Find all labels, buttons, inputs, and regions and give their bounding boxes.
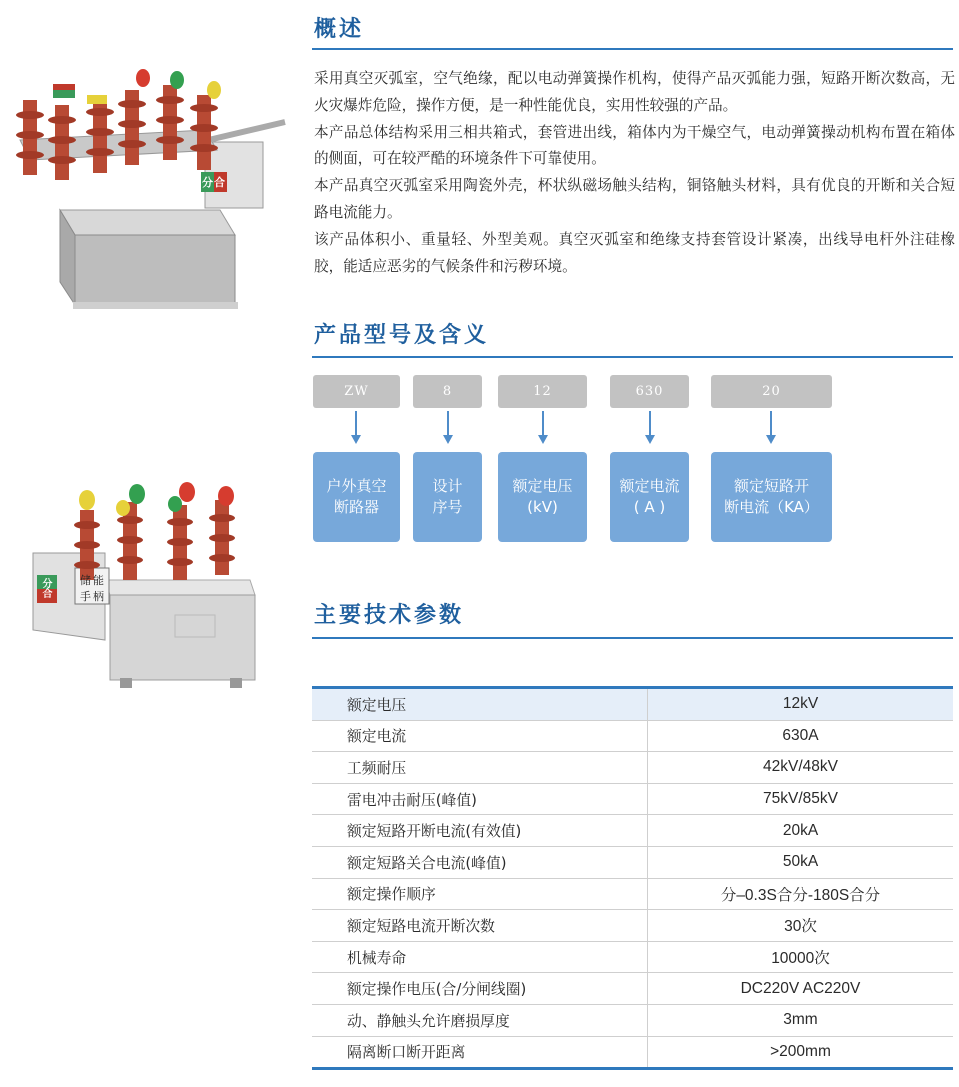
spec-value: 10000次 — [648, 941, 954, 973]
handle-label-1: 储能 — [80, 574, 106, 587]
table-row — [312, 878, 953, 910]
spec-value: 12kV — [648, 688, 954, 721]
table-row — [312, 783, 953, 815]
model-code-box: ZW — [313, 375, 400, 408]
overview-title: 概述 — [314, 17, 365, 42]
switch-label-top: 分合 — [202, 176, 226, 189]
spec-name: 隔离断口断开距离 — [312, 1036, 648, 1069]
model-meaning-line: 序号 — [432, 498, 463, 516]
model-meaning-line: 断电流（KA） — [724, 498, 819, 516]
table-row — [312, 752, 953, 784]
overview-paragraph: 该产品体积小、重量轻、外型美观。真空灭弧室和绝缘支持套管设计紧凑，出线导电杆外注硅橡胶，能适应恶劣的气候条件和污秽环境。 — [314, 230, 955, 275]
spec-name: 额定操作顺序 — [312, 878, 648, 910]
spec-value: 42kV/48kV — [648, 752, 954, 784]
spec-name: 额定电流 — [312, 720, 648, 752]
down-arrow-icon — [537, 408, 549, 446]
model-title: 产品型号及含义 — [314, 323, 490, 348]
spec-value: 50kA — [648, 846, 954, 878]
model-meaning-line: 设计 — [432, 477, 463, 495]
spec-name: 机械寿命 — [312, 941, 648, 973]
table-row — [312, 1004, 953, 1036]
table-row — [312, 1036, 953, 1069]
model-meaning-line: 额定电流 — [619, 477, 680, 495]
model-meaning-line: 额定短路开 — [733, 477, 809, 495]
table-row — [312, 688, 953, 721]
spec-value: 630A — [648, 720, 954, 752]
overview-text — [314, 66, 955, 280]
model-meaning-box — [413, 452, 482, 542]
spec-value: 20kA — [648, 815, 954, 847]
overview-paragraph: 本产品总体结构采用三相共箱式，套管进出线，箱体内为干燥空气，电动弹簧操动机构布置在箱体的侧面，可在较严酷的环境条件下可靠使用。 — [314, 123, 955, 168]
product-photo-bottom — [25, 480, 265, 695]
spec-name: 额定操作电压(合/分闸线圈) — [312, 973, 648, 1005]
spec-value: 30次 — [648, 910, 954, 942]
down-arrow-icon — [765, 408, 777, 446]
model-code-box: 12 — [498, 375, 587, 408]
spec-value: 75kV/85kV — [648, 783, 954, 815]
table-row — [312, 941, 953, 973]
spec-name: 额定短路开断电流(有效值) — [312, 815, 648, 847]
spec-name: 额定短路电流开断次数 — [312, 910, 648, 942]
spec-name: 雷电冲击耐压(峰值) — [312, 783, 648, 815]
model-meaning-line: 户外真空 — [326, 477, 387, 495]
model-meaning-line: ( A ) — [633, 498, 666, 516]
model-code-box: 20 — [711, 375, 832, 408]
spec-name: 额定电压 — [312, 688, 648, 721]
switch-label-bottom: 分合 — [40, 578, 51, 598]
overview-paragraph: 采用真空灭弧室，空气绝缘，配以电动弹簧操作机构，使得产品灭弧能力强，短路开断次数高，无火灾爆炸危险，操作方便，是一种性能优良，实用性较强的产品。 — [314, 70, 955, 114]
spec-name: 工频耐压 — [312, 752, 648, 784]
table-row — [312, 973, 953, 1005]
model-code-box: 8 — [413, 375, 482, 408]
table-row — [312, 910, 953, 942]
model-meaning-box — [610, 452, 689, 542]
model-meaning-box — [498, 452, 587, 542]
model-meaning-box — [711, 452, 832, 542]
spec-value: >200mm — [770, 1042, 831, 1060]
spec-value: 3mm — [648, 1004, 954, 1036]
spec-name: 额定短路关合电流(峰值) — [312, 846, 648, 878]
table-row — [312, 720, 953, 752]
table-row — [312, 846, 953, 878]
handle-label-2: 手柄 — [80, 590, 106, 603]
specs-divider — [312, 637, 953, 639]
down-arrow-icon — [350, 408, 362, 446]
specs-table — [312, 686, 953, 1070]
overview-divider — [312, 48, 953, 50]
spec-name: 动、静触头允许磨损厚度 — [312, 1004, 648, 1036]
down-arrow-icon — [442, 408, 454, 446]
overview-paragraph: 本产品真空灭弧室采用陶瓷外壳，杯状纵磁场触头结构，铜铬触头材料，具有优良的开断和关合短路电流能力。 — [314, 177, 955, 221]
spec-value: 分–0.3S合分-180S合分 — [648, 878, 954, 910]
model-code-box: 630 — [610, 375, 689, 408]
product-photo-top — [5, 60, 295, 320]
table-row — [312, 815, 953, 847]
model-divider — [312, 356, 953, 358]
model-meaning-line: 断路器 — [333, 498, 379, 516]
model-meaning-line: 额定电压 — [512, 477, 573, 495]
down-arrow-icon — [644, 408, 656, 446]
spec-value: DC220V AC220V — [648, 973, 954, 1005]
model-meaning-box — [313, 452, 400, 542]
model-meaning-line: (kV) — [527, 498, 558, 516]
specs-title: 主要技术参数 — [314, 603, 465, 628]
